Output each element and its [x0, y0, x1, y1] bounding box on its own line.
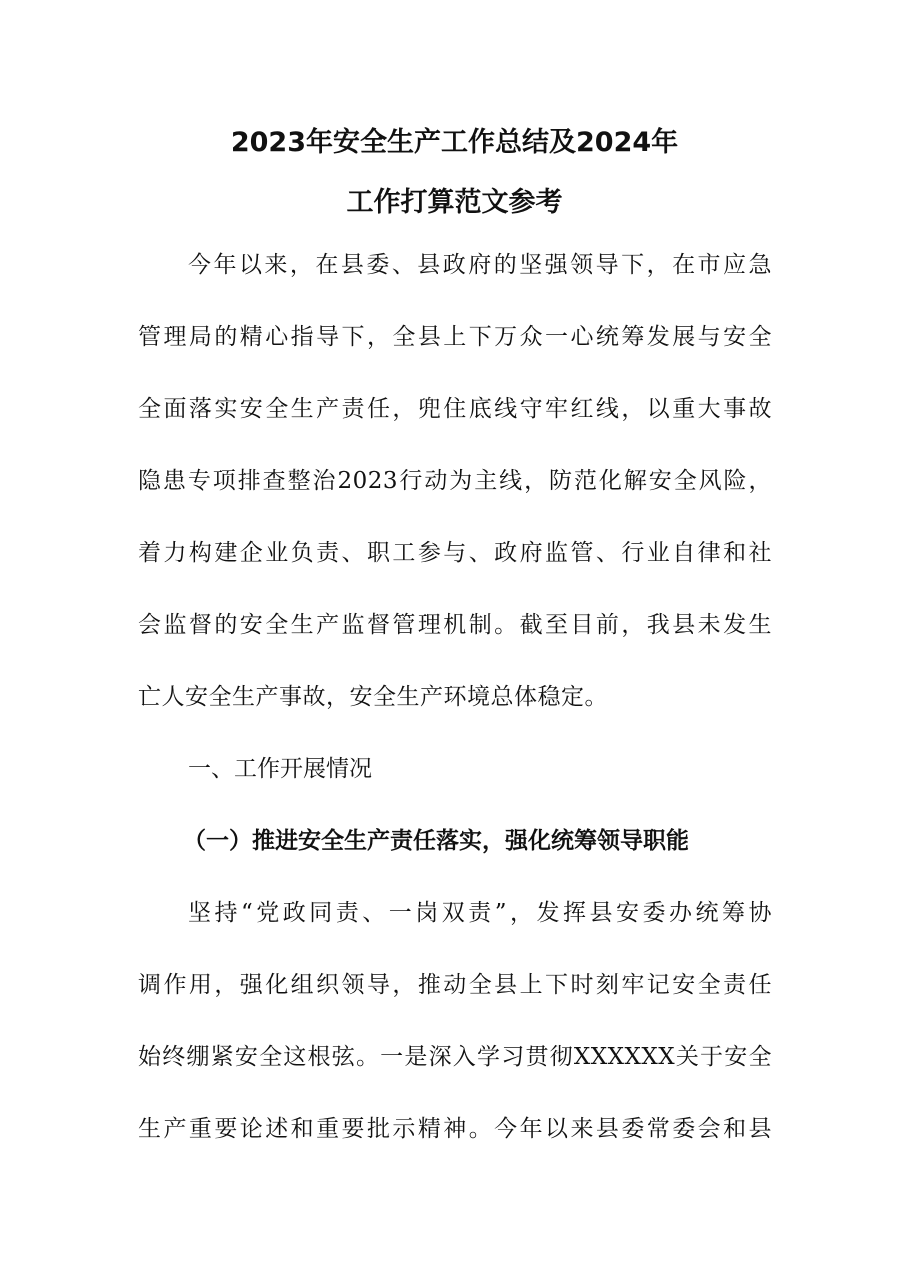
body-line: 调作用，强化组织领导，推动全县上下时刻牢记安全责任	[138, 972, 772, 998]
document-title-line-1: 2023年安全生产工作总结及2024年	[230, 127, 679, 158]
subsection-heading: （一）推进安全生产责任落实，强化统筹领导职能	[183, 828, 689, 854]
section-heading: 一、工作开展情况	[188, 756, 372, 782]
intro-line: 隐患专项排查整治2023行动为主线，防范化解安全风险，	[138, 468, 772, 494]
body-line: 始终绷紧安全这根弦。一是深入学习贯彻XXXXXX关于安全	[138, 1044, 772, 1070]
intro-line: 亡人安全生产事故，安全生产环境总体稳定。	[138, 684, 608, 710]
intro-line: 今年以来，在县委、县政府的坚强领导下，在市应急	[188, 252, 772, 278]
intro-line: 会监督的安全生产监督管理机制。截至目前，我县未发生	[138, 612, 772, 638]
intro-line: 着力构建企业负责、职工参与、政府监管、行业自律和社	[138, 540, 772, 566]
document-title-line-2: 工作打算范文参考	[346, 187, 563, 218]
body-line: 生产重要论述和重要批示精神。今年以来县委常委会和县	[138, 1116, 772, 1142]
body-line: 坚持“党政同责、一岗双责”，发挥县安委办统筹协	[188, 900, 772, 926]
intro-line: 全面落实安全生产责任，兜住底线守牢红线，以重大事故	[138, 396, 772, 422]
intro-line: 管理局的精心指导下，全县上下万众一心统筹发展与安全	[138, 324, 772, 350]
